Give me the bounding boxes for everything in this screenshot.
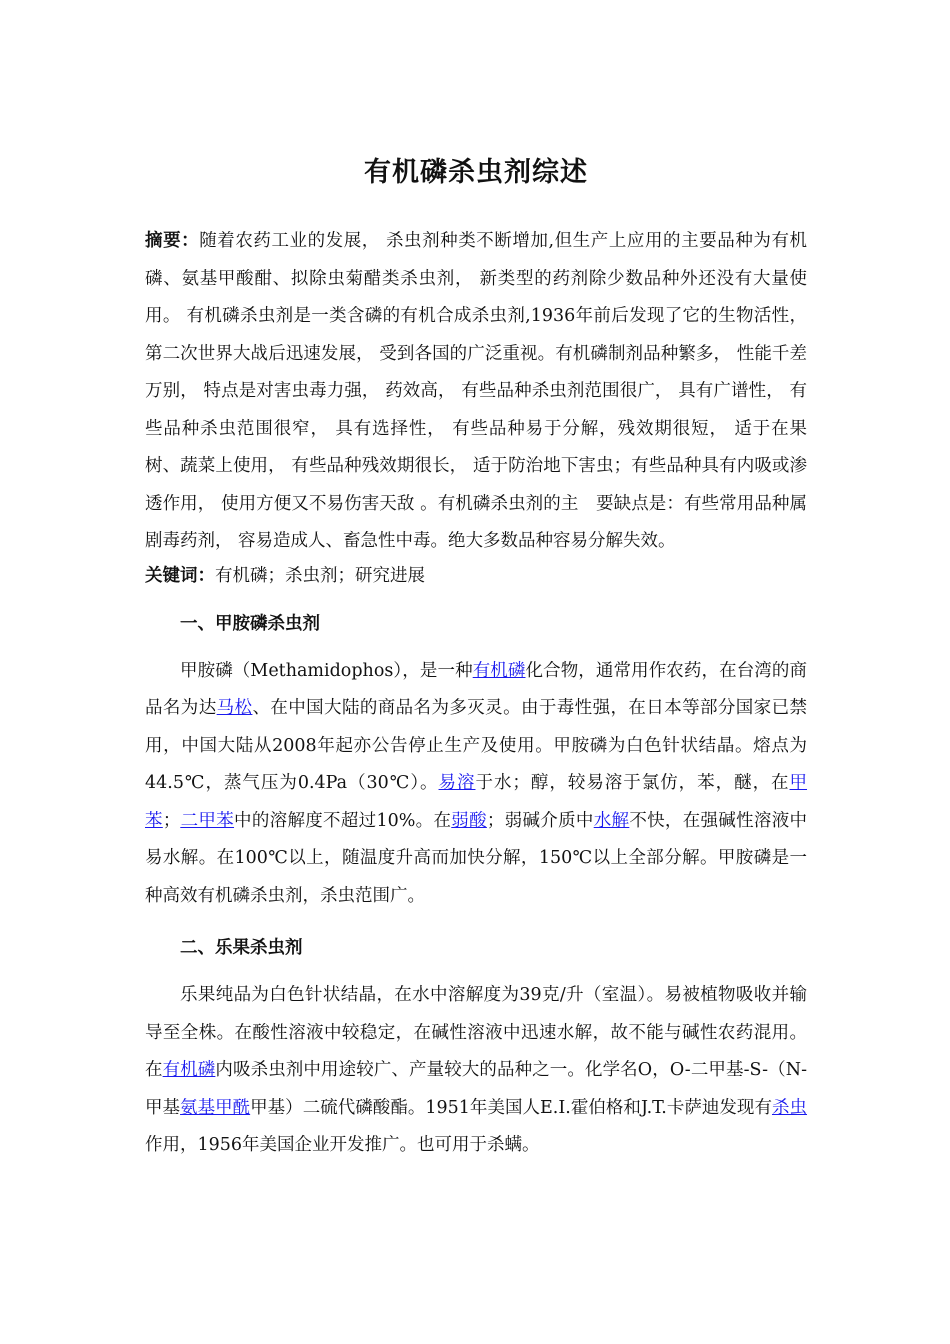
document-title: 有机磷杀虫剂综述: [364, 157, 588, 188]
link-organophosphorus-2[interactable]: 有机磷: [162, 1060, 216, 1080]
text-run: 、在中国大陆的商品名为多灭灵。由于毒性强，在日本等部分国家已禁用，中国大陆从2008年起亦公告停止生产及使用。甲胺磷为白色针状结晶。熔点为44.5℃，蒸气压为0.4Pa（30℃）。: [145, 698, 808, 793]
text-run: 中的溶解度不超过10%。在: [234, 810, 452, 831]
methamidophos-paragraph: [145, 653, 807, 916]
text-run: 乐果纯品为白色针状结晶，在水中溶解度为39克/升（室温）。易被植物吸收并输导至全株。在酸性溶液中较稳定，在碱性溶液中迅速水解，故不能与碱性农药混用。在: [145, 985, 807, 1080]
link-weak-acid[interactable]: 弱酸: [451, 810, 487, 831]
link-carbamoyl[interactable]: 氨基甲酰: [180, 1097, 251, 1118]
link-organophosphorus[interactable]: 有机磷: [472, 660, 526, 681]
abstract-text: 随着农药工业的发展， 杀虫剂种类不断增加,但生产上应用的主要品种为有机磷、氨基甲酸酣、拟除虫菊醋类杀虫剂， 新类型的药剂除少数品种外还没有大量使用。 有机磷杀虫剂是一类含磷的有机合成杀虫剂,1936年前后发现了它的生物活性， 第二次世界大战后迅速发展， 受到各国的广泛重视。有机磷制剂品种繁多， 性能千差万别， 特点是对害虫毒力强， 药效高， 有些品种杀虫剂范围很广， 具有广谱性， 有些品种杀虫范围很窄， 具有选择性， 有些品种易于分解，残效期很短， 适于在果树、蔬菜上使用， 有些品种残效期很长， 适于防治地下害虫；有些品种具有内吸或渗透作用， 使用方便又不易伤害天敌 。有机磷杀虫剂的主 要缺点是：有些常用品种属剧毒药剂， 容易造成人、畜急性中毒。绝大多数品种容易分解失效。: [145, 231, 808, 551]
text-run: 甲基）二硫代磷酸酯。1951年美国人E.I.霍伯格和J.T.卡萨迪发现有: [250, 1097, 772, 1118]
abstract-paragraph: [145, 223, 807, 561]
abstract-label: 摘要：: [145, 231, 200, 251]
keywords-line: [145, 561, 807, 591]
link-hydrolysis[interactable]: 水解: [593, 810, 630, 831]
text-run: ；弱碱介质中: [486, 810, 594, 831]
link-masong[interactable]: 马松: [216, 698, 253, 718]
keywords-text: 有机磷；杀虫剂；研究进展: [215, 565, 425, 586]
text-run: 于水；醇，较易溶于氯仿，苯，醚，在: [475, 773, 790, 793]
text-run: 甲胺磷（Methamidophos），是一种: [180, 660, 473, 681]
text-run: 内吸杀虫剂中用途较广、产量较大的品种之一。化学名O，O-二甲基-S-（N-甲基: [145, 1060, 807, 1118]
section-heading-dimethoate: 二、乐果杀虫剂: [180, 938, 303, 958]
text-run: ；: [162, 810, 181, 831]
dimethoate-paragraph: [145, 977, 807, 1165]
text-run: 作用，1956年美国企业开发推广。也可用于杀螨。: [145, 1135, 540, 1155]
text-run: 不快，在强碱性溶液中易水解。在100℃以上，随温度升高而加快分解，150℃以上全部分解。甲胺磷是一种高效有机磷杀虫剂，杀虫范围广。: [145, 810, 808, 906]
section-heading-methamidophos: 一、甲胺磷杀虫剂: [180, 613, 320, 634]
link-toluene[interactable]: 甲苯: [145, 773, 808, 831]
link-soluble[interactable]: 易溶: [438, 773, 476, 793]
keywords-label: 关键词：: [145, 565, 215, 586]
link-insecticidal[interactable]: 杀虫: [771, 1097, 808, 1118]
link-xylene[interactable]: 二甲苯: [180, 810, 235, 831]
text-run: 化合物，通常用作农药，在台湾的商品名为达: [145, 660, 808, 718]
document-page: [145, 150, 807, 1165]
